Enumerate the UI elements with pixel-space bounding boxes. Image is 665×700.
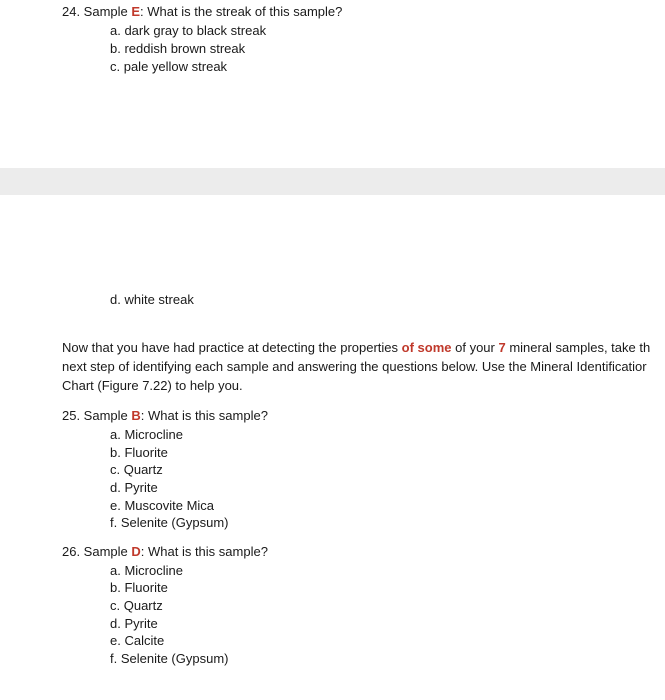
question-25-option-f[interactable]: f. Selenite (Gypsum) — [110, 515, 229, 530]
question-24-option-a[interactable]: a. dark gray to black streak — [110, 23, 267, 38]
intro-text-2: of your — [451, 340, 499, 355]
question-24-option-c[interactable]: c. pale yellow streak — [110, 59, 228, 74]
intro-highlight-of-some: of some — [401, 340, 452, 355]
intro-highlight-count: 7 — [498, 340, 506, 355]
intro-paragraph-line-1 — [62, 339, 650, 356]
question-26-option-a[interactable]: a. Microcline — [110, 563, 183, 578]
question-26-option-f[interactable]: f. Selenite (Gypsum) — [110, 651, 229, 666]
question-25-option-b[interactable]: b. Fluorite — [110, 445, 168, 460]
page-divider-band — [0, 168, 665, 195]
question-25-option-c[interactable]: c. Quartz — [110, 462, 163, 477]
intro-paragraph-line-2: next step of identifying each sample and answering the questions below. Use the Mineral Identificatior — [62, 359, 647, 374]
question-26-option-d[interactable]: d. Pyrite — [110, 616, 158, 631]
question-26-prefix: 26. Sample — [62, 544, 132, 559]
question-26-option-e[interactable]: e. Calcite — [110, 633, 165, 648]
question-25-text: : What is this sample? — [140, 408, 268, 423]
question-26-sample-letter: D — [131, 544, 141, 559]
intro-text-3: mineral samples, take th — [505, 340, 651, 355]
question-24-option-b[interactable]: b. reddish brown streak — [110, 41, 246, 56]
question-26-heading — [62, 543, 268, 560]
question-25-option-d[interactable]: d. Pyrite — [110, 480, 158, 495]
question-25-heading — [62, 407, 268, 424]
question-24-prefix: 24. Sample — [62, 4, 132, 19]
question-24-sample-letter: E — [131, 4, 141, 19]
question-25-option-a[interactable]: a. Microcline — [110, 427, 183, 442]
question-26-text: : What is this sample? — [140, 544, 268, 559]
question-26-option-b[interactable]: b. Fluorite — [110, 580, 168, 595]
question-25-option-e[interactable]: e. Muscovite Mica — [110, 498, 215, 513]
question-24-option-d[interactable]: d. white streak — [110, 292, 194, 307]
question-24-heading — [62, 3, 342, 20]
question-25-sample-letter: B — [131, 408, 141, 423]
question-25-prefix: 25. Sample — [62, 408, 132, 423]
question-26-option-c[interactable]: c. Quartz — [110, 598, 163, 613]
intro-text-1: Now that you have had practice at detecting the properties — [62, 340, 402, 355]
intro-paragraph-line-3: Chart (Figure 7.22) to help you. — [62, 378, 243, 393]
question-24-text: : What is the streak of this sample? — [140, 4, 343, 19]
